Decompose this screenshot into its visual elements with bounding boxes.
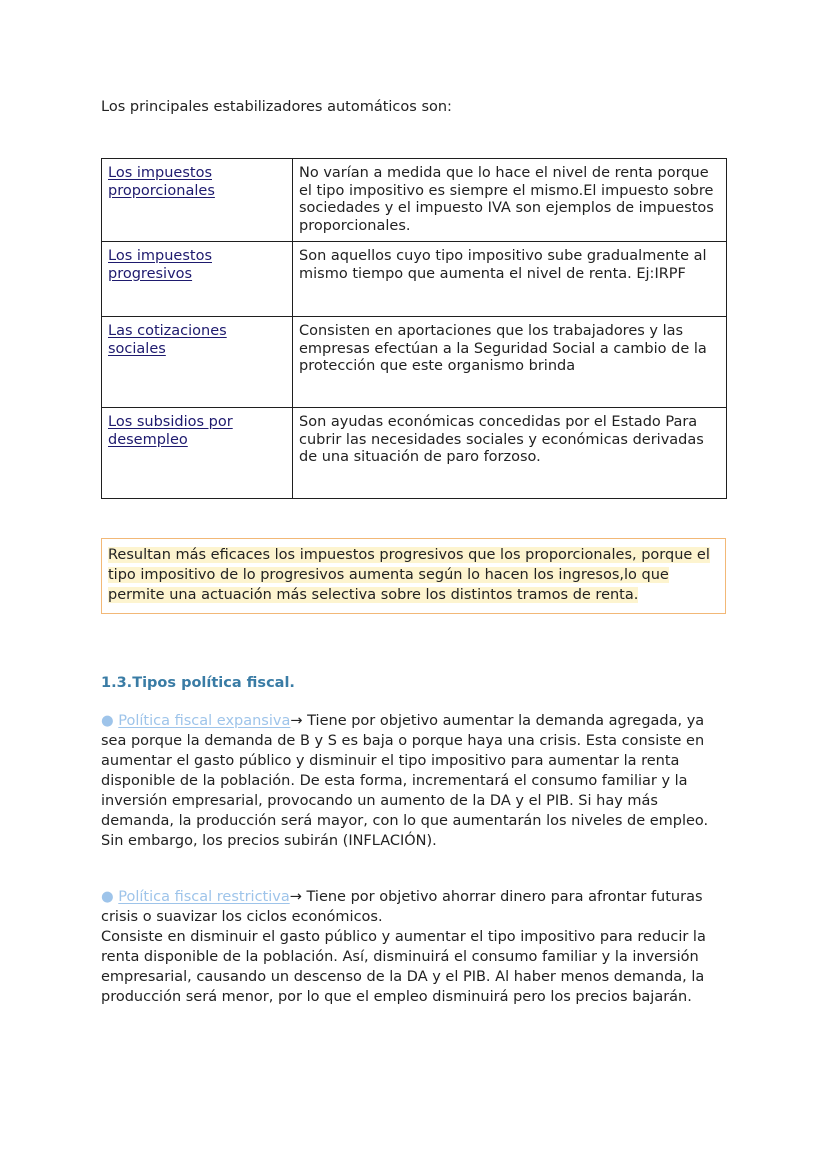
- paragraph-expansiva: [101, 711, 731, 851]
- highlight-callout: [101, 538, 726, 614]
- table-cell-term: [102, 408, 293, 499]
- table-cell-description: No varían a medida que lo hace el nivel de renta porque el tipo impositivo es siempre el mismo.El impuesto sobre sociedades y el impuesto IVA son ejemplos de impuestos proporcionales.: [293, 159, 727, 242]
- table-cell-description: Son ayudas económicas concedidas por el Estado Para cubrir las necesidades sociales y económicas derivadas de una situación de paro forzoso.: [293, 408, 727, 499]
- paragraph-restrictiva: [101, 887, 731, 927]
- table-row: [102, 159, 727, 242]
- link-politica-restrictiva[interactable]: Política fiscal restrictiva: [118, 889, 290, 905]
- term-link-subsidios[interactable]: Los subsidios por desempleo: [108, 414, 233, 448]
- table-row: [102, 408, 727, 499]
- stabilizers-table: [101, 158, 727, 499]
- table-cell-term: [102, 317, 293, 408]
- bullet-icon: ●: [101, 889, 114, 905]
- callout-text: Resultan más eficaces los impuestos progresivos que los proporcionales, porque el tipo impositivo de lo progresivos aumenta según lo hacen los ingresos,lo que permite una actuación más selectiva sobre los distintos tramos de renta.: [108, 547, 710, 603]
- table-row: [102, 317, 727, 408]
- arrow-icon: →: [289, 889, 302, 905]
- bullet-icon: ●: [101, 713, 114, 729]
- paragraph-text: Tiene por objetivo aumentar la demanda agregada, ya sea porque la demanda de B y S es baja o porque haya una crisis. Esta consiste en aumentar el gasto público y disminuir el tipo impositivo para aumentar la renta disponible de la población. De esta forma, incrementará el consumo familiar y la inversión empresarial, provocando un aumento de la DA y el PIB. Si hay más demanda, la producción será mayor, con lo que aumentarán los niveles de empleo. Sin embargo, los precios subirán (INFLACIÓN).: [101, 713, 709, 849]
- term-link-proporcionales[interactable]: Los impuestos proporcionales: [108, 165, 215, 199]
- paragraph-text: Tiene por objetivo ahorrar dinero para afrontar futuras crisis o suavizar los ciclos económicos.: [101, 889, 703, 925]
- paragraph-restrictiva-detail: Consiste en disminuir el gasto público y aumentar el tipo impositivo para reducir la renta disponible de la población. Así, disminuirá el consumo familiar y la inversión empresarial, causando un descenso de la DA y el PIB. Al haber menos demanda, la producción será menor, por lo que el empleo disminuirá pero los precios bajarán.: [101, 929, 706, 1005]
- table-cell-term: [102, 242, 293, 317]
- table-row: [102, 242, 727, 317]
- term-link-cotizaciones[interactable]: Las cotizaciones sociales: [108, 323, 227, 357]
- table-cell-description: Son aquellos cuyo tipo impositivo sube gradualmente al mismo tiempo que aumenta el nivel de renta. Ej:IRPF: [293, 242, 727, 317]
- arrow-icon: →: [290, 713, 303, 729]
- link-politica-expansiva[interactable]: Política fiscal expansiva: [118, 713, 291, 729]
- term-link-progresivos[interactable]: Los impuestos progresivos: [108, 248, 212, 282]
- intro-text: Los principales estabilizadores automáticos son:: [101, 99, 452, 115]
- section-heading: 1.3.Tipos política fiscal.: [101, 675, 295, 691]
- table-cell-term: [102, 159, 293, 242]
- table-cell-description: Consisten en aportaciones que los trabajadores y las empresas efectúan a la Seguridad Social a cambio de la protección que este organismo brinda: [293, 317, 727, 408]
